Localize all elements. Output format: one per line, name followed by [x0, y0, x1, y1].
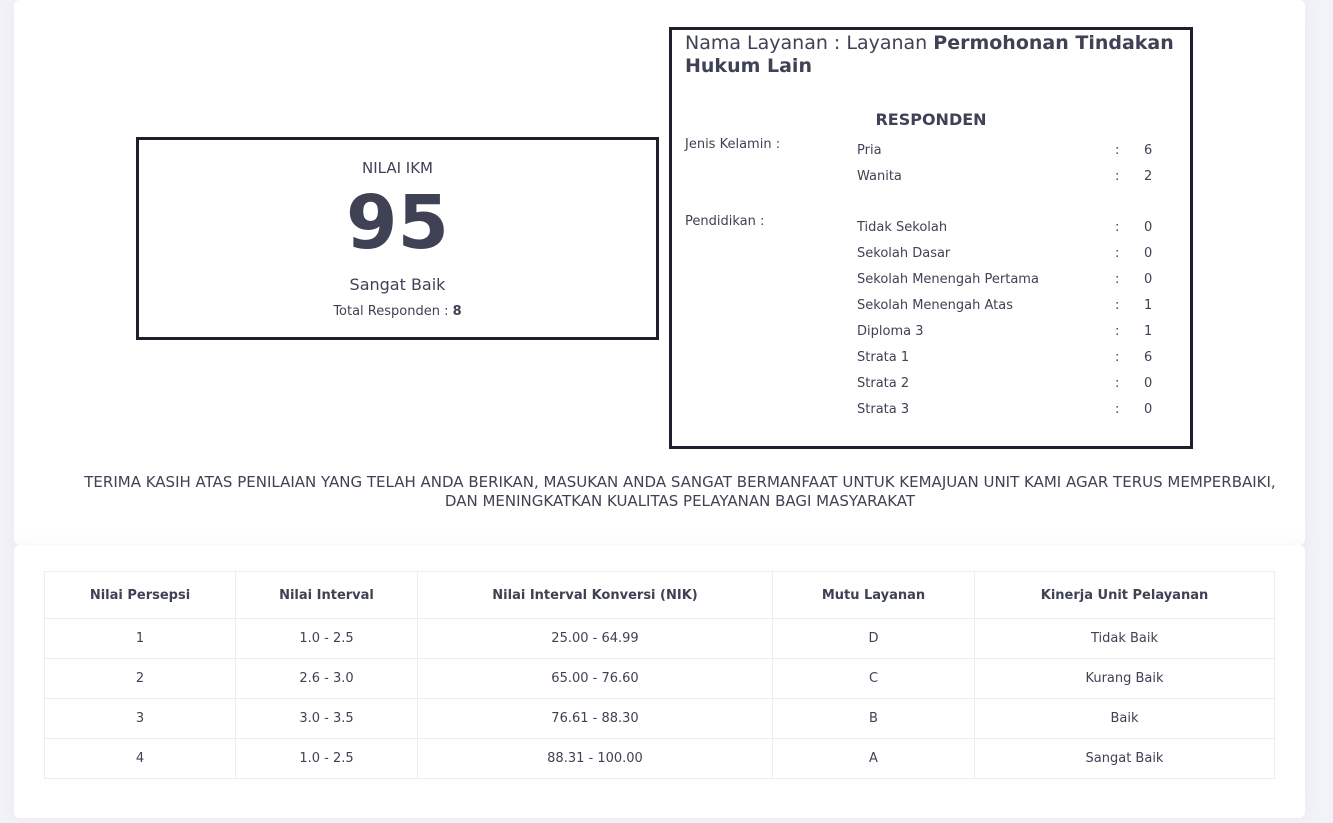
ikm-label: NILAI IKM: [361, 159, 433, 177]
education-row-value: 1: [1144, 324, 1153, 339]
service-name-value: Permohonan Tindakan Hukum Lain: [685, 32, 1174, 77]
education-row: [857, 246, 1157, 266]
table-cell: Kurang Baik: [975, 659, 1275, 699]
column-header-conversion: Nilai Interval Konversi (NIK): [418, 572, 773, 619]
table-cell: 3.0 - 3.5: [236, 699, 418, 739]
education-row-colon: :: [1115, 376, 1120, 391]
education-row-value: 6: [1144, 350, 1153, 365]
education-row-colon: :: [1115, 220, 1120, 235]
education-row: [857, 272, 1157, 292]
table-cell: 25.00 - 64.99: [418, 619, 773, 659]
table-cell: C: [773, 659, 975, 699]
table-cell: 65.00 - 76.60: [418, 659, 773, 699]
thank-you-message: TERIMA KASIH ATAS PENILAIAN YANG TELAH ANDA BERIKAN, MASUKAN ANDA SANGAT BERMANFAAT UNTUK KEMAJUAN UNIT KAMI AGAR TERUS MEMPERBAIKI, DAN MENINGKATKAN KUALITAS PELAYANAN BAGI MASYARAKAT: [84, 473, 1276, 510]
table-cell: 2.6 - 3.0: [236, 659, 418, 699]
education-row-colon: :: [1115, 246, 1120, 261]
gender-row-colon: :: [1115, 143, 1120, 158]
education-row-label: Sekolah Menengah Pertama: [857, 272, 1039, 287]
service-name-prefix: Nama Layanan : Layanan: [685, 32, 934, 54]
table-row: [45, 619, 1275, 659]
education-row-label: Sekolah Menengah Atas: [857, 298, 1013, 313]
education-row-label: Sekolah Dasar: [857, 246, 951, 261]
table-cell: 88.31 - 100.00: [418, 739, 773, 779]
total-respondents-value: 8: [452, 304, 462, 319]
education-row: [857, 350, 1157, 370]
table-row: [45, 659, 1275, 699]
table-cell: A: [773, 739, 975, 779]
table-cell: 1.0 - 2.5: [236, 739, 418, 779]
service-name: [685, 32, 1177, 78]
table-cell: B: [773, 699, 975, 739]
education-row-label: Tidak Sekolah: [857, 220, 948, 235]
education-row-colon: :: [1115, 402, 1120, 417]
education-row-colon: :: [1115, 350, 1120, 365]
table-cell: Tidak Baik: [975, 619, 1275, 659]
table-cell: Baik: [975, 699, 1275, 739]
gender-row-label: Wanita: [857, 169, 902, 184]
gender-row-label: Pria: [857, 143, 882, 158]
education-row-value: 0: [1144, 376, 1153, 391]
ikm-score-box: [136, 137, 659, 340]
education-row: [857, 402, 1157, 422]
scale-card: [14, 545, 1305, 818]
ikm-grade: Sangat Baik: [349, 275, 446, 294]
table-header-row: [45, 572, 1275, 619]
ikm-scale-table: [44, 571, 1275, 779]
education-row: [857, 298, 1157, 318]
table-row: [45, 739, 1275, 779]
education-row-value: 0: [1144, 402, 1153, 417]
education-label: Pendidikan :: [685, 214, 765, 229]
column-header-performance: Kinerja Unit Pelayanan: [975, 572, 1275, 619]
column-header-interval: Nilai Interval: [236, 572, 418, 619]
gender-row-value: 2: [1144, 169, 1153, 184]
table-cell: D: [773, 619, 975, 659]
total-respondents: [139, 304, 656, 319]
education-row-value: 0: [1144, 272, 1153, 287]
table-cell: 3: [45, 699, 236, 739]
education-row-value: 1: [1144, 298, 1153, 313]
gender-row: [857, 143, 1157, 163]
summary-card: [14, 0, 1305, 545]
education-row-colon: :: [1115, 272, 1120, 287]
table-cell: 2: [45, 659, 236, 699]
table-cell: Sangat Baik: [975, 739, 1275, 779]
table-cell: 4: [45, 739, 236, 779]
education-row-label: Diploma 3: [857, 324, 924, 339]
education-row: [857, 376, 1157, 396]
gender-row-value: 6: [1144, 143, 1153, 158]
total-respondents-label: Total Responden :: [333, 304, 449, 319]
education-row-label: Strata 2: [857, 376, 910, 391]
table-cell: 1.0 - 2.5: [236, 619, 418, 659]
table-cell: 76.61 - 88.30: [418, 699, 773, 739]
education-row-value: 0: [1144, 246, 1153, 261]
education-row-colon: :: [1115, 324, 1120, 339]
education-row-colon: :: [1115, 298, 1120, 313]
respondent-heading: RESPONDEN: [875, 110, 987, 129]
education-row-label: Strata 3: [857, 402, 910, 417]
ikm-score: 95: [346, 180, 449, 266]
column-header-quality: Mutu Layanan: [773, 572, 975, 619]
education-row-value: 0: [1144, 220, 1153, 235]
gender-row: [857, 169, 1157, 189]
gender-label: Jenis Kelamin :: [685, 137, 781, 152]
education-row: [857, 324, 1157, 344]
gender-row-colon: :: [1115, 169, 1120, 184]
table-row: [45, 699, 1275, 739]
education-row-label: Strata 1: [857, 350, 910, 365]
education-row: [857, 220, 1157, 240]
respondent-box: [669, 27, 1193, 449]
column-header-perception: Nilai Persepsi: [45, 572, 236, 619]
table-cell: 1: [45, 619, 236, 659]
